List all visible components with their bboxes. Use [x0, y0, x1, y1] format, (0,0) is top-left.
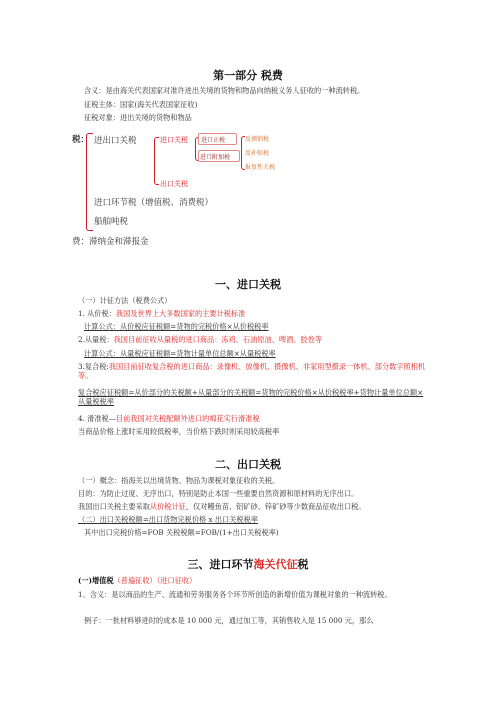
s1-ad-valorem: 1. 从价税：我国及世界上大多数国家的主要计税标准 — [78, 309, 246, 318]
diagram-import-export-duty: 进出口关税 — [94, 136, 137, 146]
s1-sliding-rule: 当商品价格上涨时采用较低税率，当价格下跌时则采用较高税率 — [78, 427, 280, 436]
tax-brace — [86, 133, 93, 231]
s1-method-heading: （一）计征方法（税费公式） — [78, 296, 172, 305]
part-title: 第一部分 税费 — [213, 69, 283, 82]
subject-line: 征税主体：国家(海关代表国家征收) — [84, 100, 198, 109]
s2-concept: （一）概念：指海关以出境货物、物品为课税对象征收的关税。 — [78, 476, 280, 485]
s1-sliding: 4. 滑准税—目前我国对关税配额外进口的棉花实行滑准税 — [78, 414, 260, 423]
definition-line: 含义：是由海关代表国家对准许进出关境的货物和物品向纳税义务人征收的一种流转税。 — [84, 86, 365, 95]
s2-formula: （二）出口关税税额=出口货物完税价格 x 出口关税税率 — [78, 515, 258, 524]
s2-method: 我国出口关税主要采取从价税计征，仅对鳗鱼苗、铝矿砂、锌矿砂等少数商品征收出口税。 — [78, 502, 366, 511]
s1-compound: 3.复合税:我国目前征收复合税的进口商品：录像机、放像机、摄像机、非家用型摄录一体机、部分数字照相机等。 — [78, 362, 426, 380]
diagram-fees: 费：滞纳金和滞报金 — [72, 237, 149, 247]
s3-vat-heading: (一)增值税（普遍征收）（进口征收） — [78, 576, 197, 585]
section3-title: 三、进口环节海关代征税 — [187, 558, 309, 571]
diagram-import-additional: 进口附加税 — [200, 154, 231, 161]
diagram-retaliatory: 报复性关税 — [245, 164, 276, 171]
section1-title: 一、进口关税 — [215, 278, 281, 291]
diagram-import-regular: 进口正税 — [201, 137, 226, 144]
section2-title: 二、出口关税 — [215, 458, 281, 471]
s1-compound-formula: 复合税应征税额=从价部分的关税额+从量部分的关税额=货物的完税价格×从价税税率+货物计量单位总额×从量税税率 — [78, 388, 424, 406]
s2-purpose: 目的：为防止过度、无序出口，特别是防止本国一些重要自然资源和原材料的无序出口。 — [78, 489, 359, 498]
diagram-import-tariff: 进口关税 — [160, 136, 188, 144]
s1-specific-formula: 计算公式：从量税应征税额=货物计量单位总额×从量税税率 — [84, 349, 276, 358]
s1-ad-valorem-formula: 计算公式：从价税应征税额=货物的完税价格×从价税税率 — [84, 322, 269, 331]
diagram-export-duty: 出口关税 — [160, 180, 188, 188]
diagram-antidumping: 反倾销税 — [245, 136, 270, 143]
object-line: 征税对象：进出关境的货物和物品 — [84, 113, 192, 122]
s3-vat-example: 例子：一批材料够进时的成本是 10 000 元，通过加工等，其销售收入是 15 000 元，那么 — [84, 616, 374, 625]
s2-fob: 其中出口完税价格=FOB 关税税额=FOB/(1+出口关税税率) — [84, 528, 279, 537]
diagram-tonnage-tax: 船舶吨税 — [94, 217, 129, 227]
s1-specific: 2.从量税：我国目前征收从量税的进口商品：冻鸡、石油原油、啤酒、胶卷等 — [78, 335, 323, 344]
s3-vat-definition: 1、含义：是以商品的生产、流通和劳务服务各个环节所创造的新增价值为课税对象的一种流转税。 — [78, 590, 392, 599]
tax-structure-diagram — [72, 128, 320, 246]
duty-brace — [154, 137, 159, 185]
diagram-countervailing: 反补贴税 — [245, 150, 270, 157]
diagram-tax-label: 税： — [72, 135, 90, 145]
diagram-import-stage-tax: 进口环节税（增值税、消费税） — [94, 198, 214, 208]
